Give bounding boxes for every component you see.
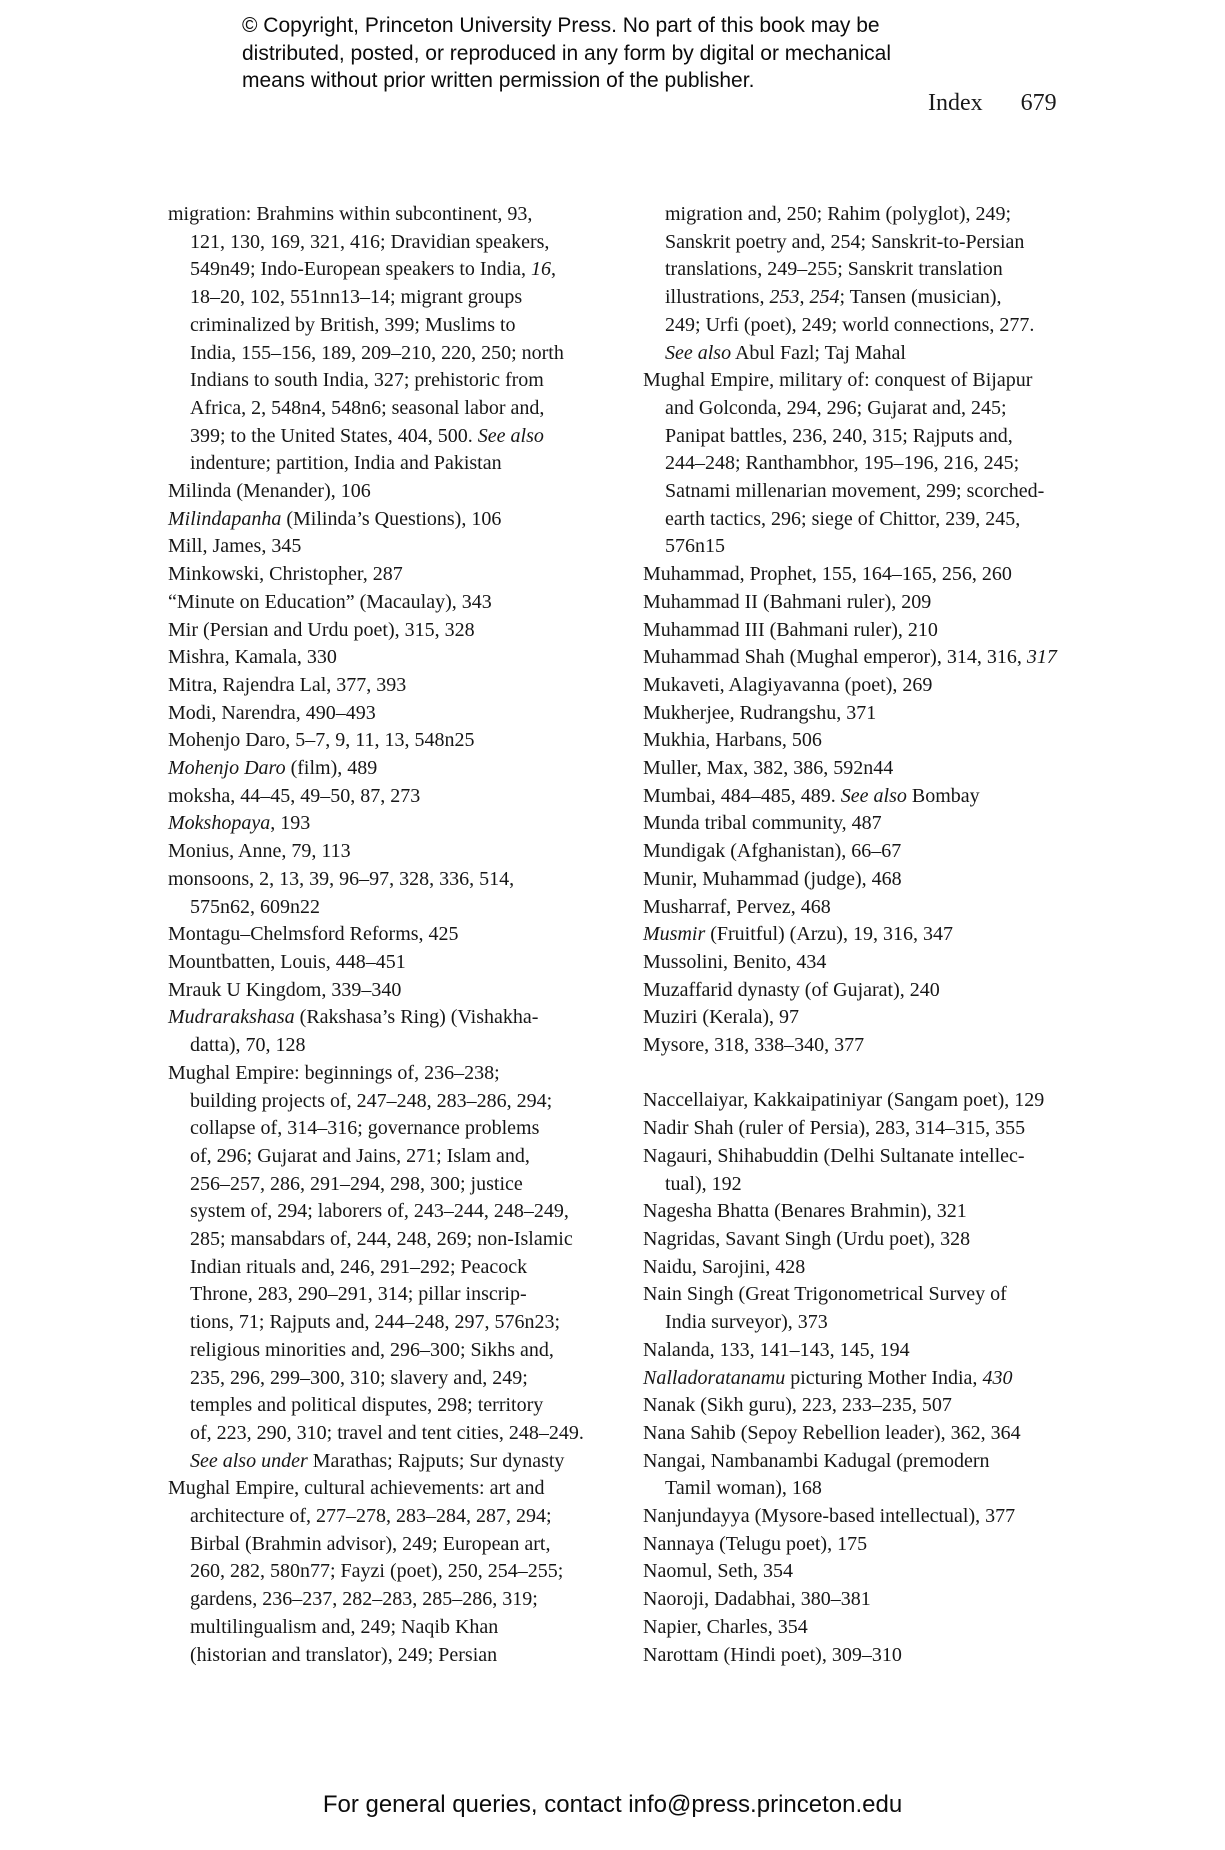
- index-entry-line: building projects of, 247–248, 283–286, 294;: [190, 1089, 553, 1112]
- index-entry-line: Nain Singh (Great Trigonometrical Survey of: [643, 1283, 1007, 1306]
- index-entry-line: Munir, Muhammad (judge), 468: [643, 867, 902, 890]
- index-entry-line: and Golconda, 294, 296; Gujarat and, 245;: [665, 396, 1007, 419]
- index-entry-line: Nalanda, 133, 141–143, 145, 194: [643, 1338, 910, 1361]
- index-entry-line: Sanskrit poetry and, 254; Sanskrit-to-Persian: [665, 230, 1025, 253]
- index-entry-line: Nagridas, Savant Singh (Urdu poet), 328: [643, 1228, 971, 1250]
- index-entry-line: Satnami millenarian movement, 299; scorched-: [665, 480, 1045, 503]
- index-entry-line: multilingualism and, 249; Naqib Khan: [190, 1615, 499, 1638]
- index-entry-line: Modi, Narendra, 490–493: [168, 701, 376, 724]
- index-entry-line: of, 223, 290, 310; travel and tent cities, 248–249.: [190, 1421, 584, 1444]
- section-gap: [643, 1060, 1115, 1088]
- index-entry-line: 260, 282, 580n77; Fayzi (poet), 250, 254–255;: [190, 1560, 564, 1583]
- index-entry-line: Munda tribal community, 487: [643, 812, 882, 835]
- index-entry-line: See also under Marathas; Rajputs; Sur dynasty: [190, 1449, 565, 1472]
- index-entry-line: Mughal Empire, cultural achievements: art and: [168, 1477, 545, 1500]
- index-entry-line: Mussolini, Benito, 434: [643, 950, 827, 973]
- index-entry-line: Mohenjo Daro (film), 489: [168, 757, 378, 780]
- index-entry-line: 235, 296, 299–300, 310; slavery and, 249;: [190, 1366, 528, 1389]
- footer-contact-line: For general queries, contact info@press.princeton.edu: [322, 1791, 903, 1818]
- copyright-notice: [242, 12, 891, 95]
- index-entry-line: Muller, Max, 382, 386, 592n44: [643, 757, 894, 780]
- index-entry-line: indenture; partition, India and Pakistan: [190, 452, 502, 475]
- copyright-line-1: © Copyright, Princeton University Press. No part of this book may be: [242, 14, 880, 37]
- index-entry-line: temples and political disputes, 298; territory: [190, 1394, 544, 1417]
- index-entry-line: of, 296; Gujarat and Jains, 271; Islam and,: [190, 1144, 530, 1167]
- index-entry-line: Nangai, Nambanambi Kadugal (premodern: [643, 1449, 990, 1472]
- index-entry-line: datta), 70, 128: [190, 1034, 306, 1057]
- index-entry-line: migration: Brahmins within subcontinent, 93,: [168, 203, 533, 225]
- index-column-left: [168, 201, 620, 1669]
- index-entry-line: Napier, Charles, 354: [643, 1615, 808, 1638]
- index-entry-line: tual), 192: [665, 1172, 742, 1195]
- page-number: 679: [1020, 90, 1057, 116]
- index-entry-line: Nalladoratanamu picturing Mother India, 430: [643, 1366, 1013, 1389]
- index-entry-line: Mumbai, 484–485, 489. See also Bombay: [643, 784, 980, 807]
- running-head-title: Index: [928, 90, 983, 116]
- index-entry-line: Naomul, Seth, 354: [643, 1560, 793, 1583]
- index-entry-line: Naoroji, Dadabhai, 380–381: [643, 1588, 871, 1611]
- index-entry-line: Mukaveti, Alagiyavanna (poet), 269: [643, 673, 933, 696]
- index-entry-line: India surveyor), 373: [665, 1311, 828, 1334]
- index-entry-line: Mukherjee, Rudrangshu, 371: [643, 701, 877, 724]
- running-head: [928, 90, 1057, 117]
- index-entry-line: Mudrarakshasa (Rakshasa’s Ring) (Vishakha-: [168, 1006, 539, 1029]
- index-entry-line: See also Abul Fazl; Taj Mahal: [665, 341, 906, 364]
- index-entry-line: Monius, Anne, 79, 113: [168, 840, 351, 863]
- index-entry-line: system of, 294; laborers of, 243–244, 248–249,: [190, 1200, 569, 1223]
- index-entry-line: Nagauri, Shihabuddin (Delhi Sultanate intellec-: [643, 1144, 1025, 1167]
- index-entry-line: Mill, James, 345: [168, 535, 302, 558]
- index-entry-line: Naccellaiyar, Kakkaipatiniyar (Sangam poet), 129: [643, 1089, 1045, 1112]
- index-entry-line: monsoons, 2, 13, 39, 96–97, 328, 336, 514,: [168, 867, 515, 890]
- index-entry-line: Muziri (Kerala), 97: [643, 1006, 800, 1029]
- index-entry-line: (historian and translator), 249; Persian: [190, 1643, 498, 1666]
- index-entry-line: 549n49; Indo-European speakers to India, 16,: [190, 258, 557, 281]
- index-entry-line: Muhammad Shah (Mughal emperor), 314, 316, 317: [643, 646, 1057, 669]
- index-entry-line: Mukhia, Harbans, 506: [643, 729, 822, 752]
- index-entry-line: Nadir Shah (ruler of Persia), 283, 314–315, 355: [643, 1117, 1026, 1140]
- index-entry-line: translations, 249–255; Sanskrit translation: [665, 258, 1003, 281]
- index-entry-line: Mughal Empire: beginnings of, 236–238;: [168, 1061, 500, 1084]
- index-entry-line: Nanjundayya (Mysore-based intellectual), 377: [643, 1505, 1016, 1528]
- index-entry-line: Panipat battles, 236, 240, 315; Rajputs and,: [665, 424, 1013, 447]
- index-entry-line: 285; mansabdars of, 244, 248, 269; non-Islamic: [190, 1228, 573, 1251]
- index-entry-line: Nanak (Sikh guru), 223, 233–235, 507: [643, 1394, 952, 1417]
- index-entry-line: Nagesha Bhatta (Benares Brahmin), 321: [643, 1200, 967, 1223]
- index-entry-line: criminalized by British, 399; Muslims to: [190, 313, 516, 336]
- index-entry-line: Muhammad, Prophet, 155, 164–165, 256, 260: [643, 563, 1012, 586]
- index-entry-line: Nannaya (Telugu poet), 175: [643, 1532, 868, 1555]
- index-entry-line: earth tactics, 296; siege of Chittor, 239, 245,: [665, 507, 1021, 530]
- index-entry-line: 576n15: [665, 535, 725, 558]
- index-entry-line: Nana Sahib (Sepoy Rebellion leader), 362, 364: [643, 1421, 1021, 1444]
- copyright-line-2: distributed, posted, or reproduced in any form by digital or mechanical: [242, 41, 892, 65]
- index-column-right: [643, 201, 1115, 1669]
- index-entry-line: Musharraf, Pervez, 468: [643, 895, 831, 918]
- index-entry-line: Mountbatten, Louis, 448–451: [168, 950, 406, 973]
- index-entry-line: tions, 71; Rajputs and, 244–248, 297, 576n23;: [190, 1311, 560, 1334]
- index-entry-line: Milindapanha (Milinda’s Questions), 106: [168, 507, 502, 530]
- index-entry-line: Africa, 2, 548n4, 548n6; seasonal labor and,: [190, 396, 545, 419]
- index-entry-line: collapse of, 314–316; governance problems: [190, 1117, 540, 1140]
- index-entry-line: illustrations, 253, 254; Tansen (musician),: [665, 286, 1002, 309]
- index-entry-line: 244–248; Ranthambhor, 195–196, 216, 245;: [665, 452, 1020, 475]
- index-entry-line: Mitra, Rajendra Lal, 377, 393: [168, 673, 407, 696]
- index-entry-line: Mrauk U Kingdom, 339–340: [168, 978, 402, 1001]
- index-entry-line: Naidu, Sarojini, 428: [643, 1255, 806, 1278]
- index-entry-line: India, 155–156, 189, 209–210, 220, 250; north: [190, 341, 564, 364]
- index-entry-line: gardens, 236–237, 282–283, 285–286, 319;: [190, 1588, 538, 1611]
- index-entry-line: Indians to south India, 327; prehistoric from: [190, 369, 544, 392]
- index-entry-line: Throne, 283, 290–291, 314; pillar inscrip-: [190, 1283, 527, 1306]
- index-entry-line: Minkowski, Christopher, 287: [168, 563, 403, 586]
- index-entry-line: Mohenjo Daro, 5–7, 9, 11, 13, 548n25: [168, 729, 475, 752]
- index-entry-line: 399; to the United States, 404, 500. See also: [190, 424, 544, 447]
- index-entry-line: “Minute on Education” (Macaulay), 343: [168, 590, 492, 613]
- index-entry-line: 256–257, 286, 291–294, 298, 300; justice: [190, 1172, 523, 1195]
- index-entry-line: Mir (Persian and Urdu poet), 315, 328: [168, 618, 475, 641]
- index-entry-line: Muhammad III (Bahmani ruler), 210: [643, 618, 938, 641]
- index-entry-line: Montagu–Chelmsford Reforms, 425: [168, 923, 459, 946]
- index-entry-line: Mokshopaya, 193: [168, 812, 311, 835]
- index-entry-line: Muhammad II (Bahmani ruler), 209: [643, 590, 932, 613]
- index-entry-line: Mysore, 318, 338–340, 377: [643, 1034, 865, 1057]
- index-entry-line: Milinda (Menander), 106: [168, 480, 371, 503]
- copyright-line-3: means without prior written permission of the publisher.: [242, 69, 755, 92]
- index-entry-line: 121, 130, 169, 321, 416; Dravidian speakers,: [190, 230, 550, 253]
- index-entry-line: architecture of, 277–278, 283–284, 287, 294;: [190, 1505, 552, 1528]
- index-entry-line: Narottam (Hindi poet), 309–310: [643, 1643, 902, 1666]
- index-entry-line: 575n62, 609n22: [190, 895, 320, 918]
- index-entry-line: Mishra, Kamala, 330: [168, 646, 337, 669]
- index-entry-line: migration and, 250; Rahim (polyglot), 249;: [665, 203, 1012, 225]
- index-entry-line: 249; Urfi (poet), 249; world connections, 277.: [665, 313, 1035, 336]
- index-entry-line: religious minorities and, 296–300; Sikhs and,: [190, 1338, 554, 1361]
- index-entry-line: Muzaffarid dynasty (of Gujarat), 240: [643, 978, 940, 1001]
- index-entry-line: Musmir (Fruitful) (Arzu), 19, 316, 347: [643, 923, 953, 946]
- index-entry-line: Birbal (Brahmin advisor), 249; European art,: [190, 1532, 551, 1555]
- index-entry-line: Mundigak (Afghanistan), 66–67: [643, 840, 902, 863]
- index-entry-line: Tamil woman), 168: [665, 1477, 822, 1500]
- index-entry-line: Mughal Empire, military of: conquest of Bijapur: [643, 369, 1033, 392]
- index-entry-line: 18–20, 102, 551nn13–14; migrant groups: [190, 286, 523, 309]
- index-entry-line: Indian rituals and, 246, 291–292; Peacock: [190, 1255, 528, 1278]
- index-entry-line: moksha, 44–45, 49–50, 87, 273: [168, 784, 421, 807]
